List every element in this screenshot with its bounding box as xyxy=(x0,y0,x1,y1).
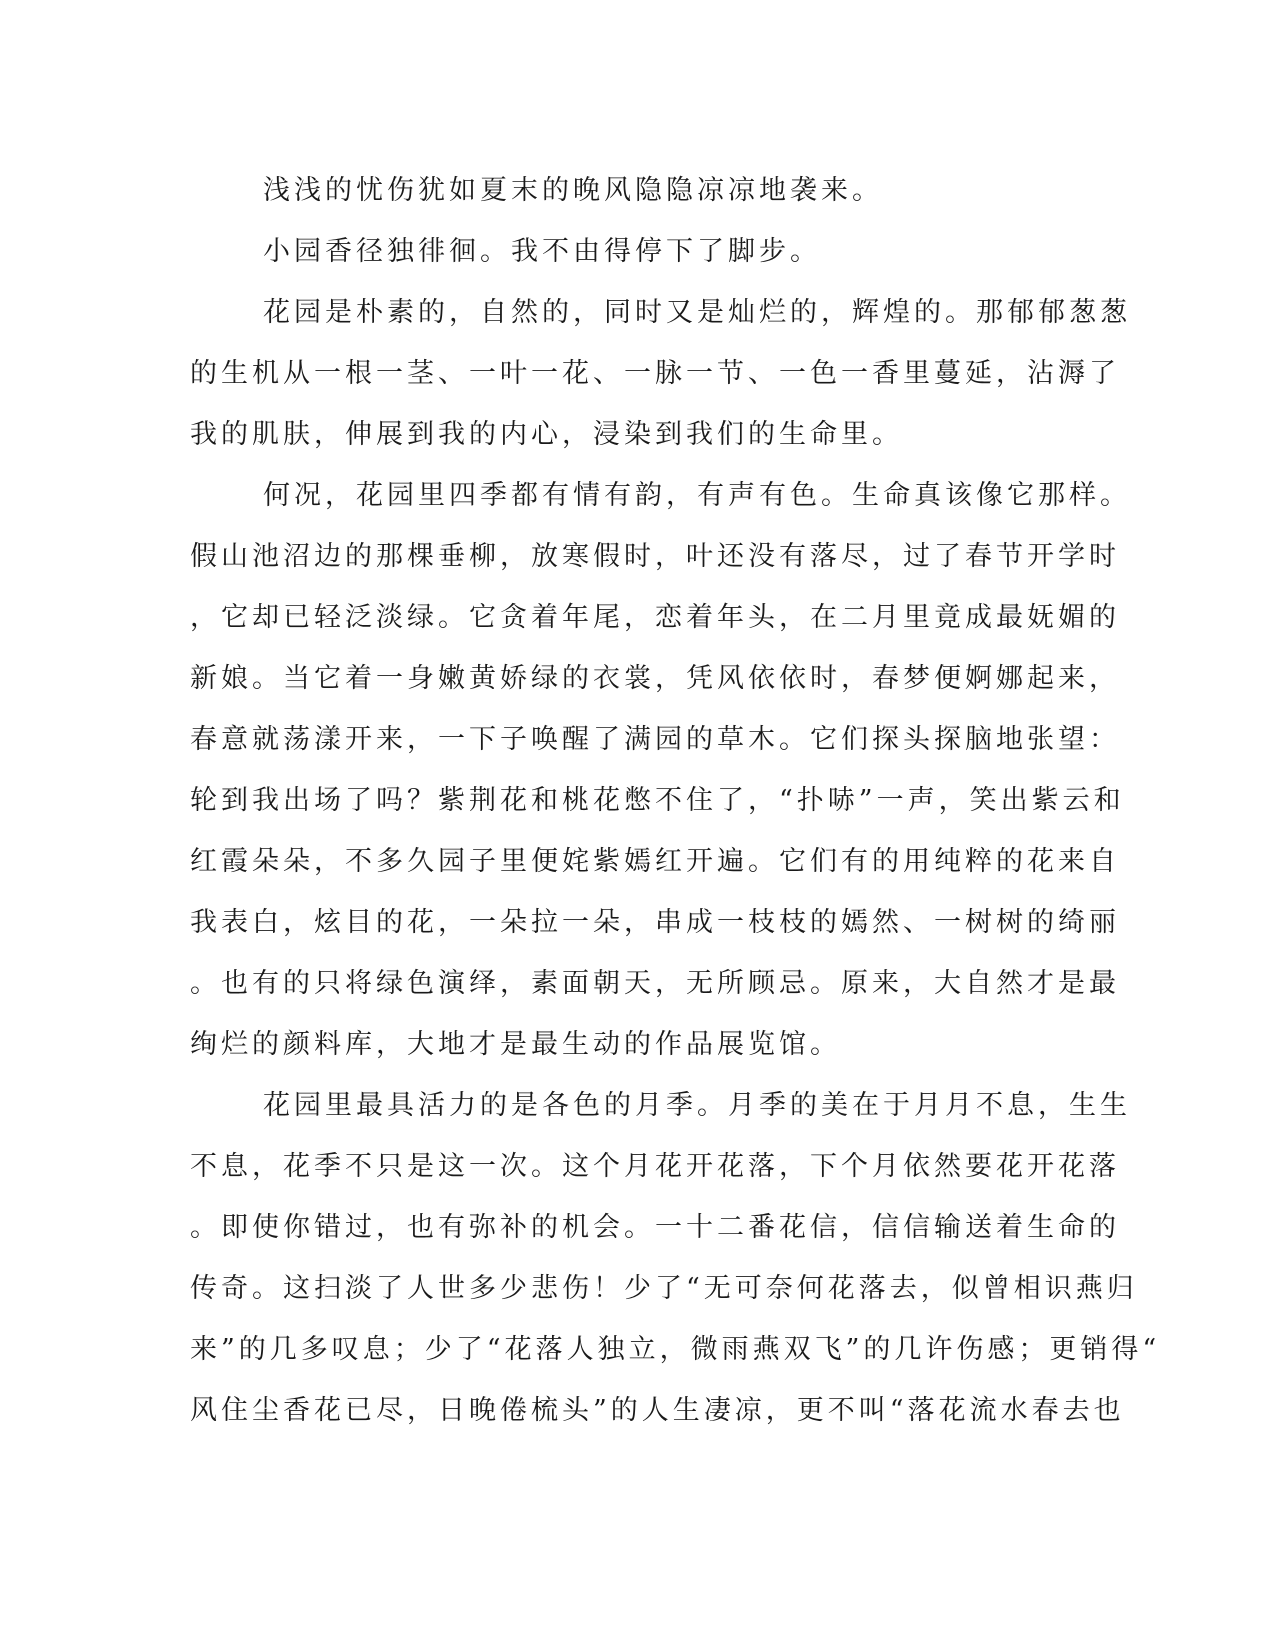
text-line: 假山池沼边的那棵垂柳，放寒假时，叶还没有落尽，过了春节开学时 xyxy=(190,541,1120,572)
text-line: 传奇。这扫淡了人世多少悲伤！少了“无可奈何花落去，似曾相识燕归 xyxy=(190,1273,1138,1304)
text-line: 的生机从一根一茎、一叶一花、一脉一节、一色一香里蔓延，沾溽了 xyxy=(190,358,1120,389)
text-line: 何况，花园里四季都有情有韵，有声有色。生命真该像它那样。 xyxy=(263,480,1131,511)
text-line: 红霞朵朵，不多久园子里便姹紫嫣红开遍。它们有的用纯粹的花来自 xyxy=(190,846,1120,877)
text-line: 我表白，炫目的花，一朵拉一朵，串成一枝枝的嫣然、一树树的绮丽 xyxy=(190,907,1120,938)
text-line: ，它却已轻泛淡绿。它贪着年尾，恋着年头，在二月里竟成最妩媚的 xyxy=(190,602,1120,633)
text-line: 花园是朴素的，自然的，同时又是灿烂的，辉煌的。那郁郁葱葱 xyxy=(263,297,1131,328)
text-line: 我的肌肤，伸展到我的内心，浸染到我们的生命里。 xyxy=(190,419,903,450)
text-line: 花园里最具活力的是各色的月季。月季的美在于月月不息，生生 xyxy=(263,1090,1131,1121)
text-line: 浅浅的忧伤犹如夏末的晚风隐隐凉凉地袭来。 xyxy=(263,175,883,206)
text-line: 小园香径独徘徊。我不由得停下了脚步。 xyxy=(263,236,821,267)
text-line: 。即使你错过，也有弥补的机会。一十二番花信，信信输送着生命的 xyxy=(190,1212,1120,1243)
text-line: 不息，花季不只是这一次。这个月花开花落，下个月依然要花开花落 xyxy=(190,1151,1120,1182)
text-line: 轮到我出场了吗？紫荆花和桃花憋不住了，“扑哧”一声，笑出紫云和 xyxy=(190,785,1125,816)
text-line: 春意就荡漾开来，一下子唤醒了满园的草木。它们探头探脑地张望： xyxy=(190,724,1120,755)
text-line: 。也有的只将绿色演绎，素面朝天，无所顾忌。原来，大自然才是最 xyxy=(190,968,1120,999)
text-line: 绚烂的颜料库，大地才是最生动的作品展览馆。 xyxy=(190,1029,841,1060)
text-line: 来”的几多叹息；少了“花落人独立，微雨燕双飞”的几许伤感；更销得“ xyxy=(190,1334,1161,1365)
text-line: 新娘。当它着一身嫩黄娇绿的衣裳，凭风依依时，春梦便婀娜起来， xyxy=(190,663,1120,694)
document-body xyxy=(190,160,1161,1441)
text-line: 风住尘香花已尽，日晚倦梳头”的人生凄凉，更不叫“落花流水春去也 xyxy=(190,1395,1125,1426)
